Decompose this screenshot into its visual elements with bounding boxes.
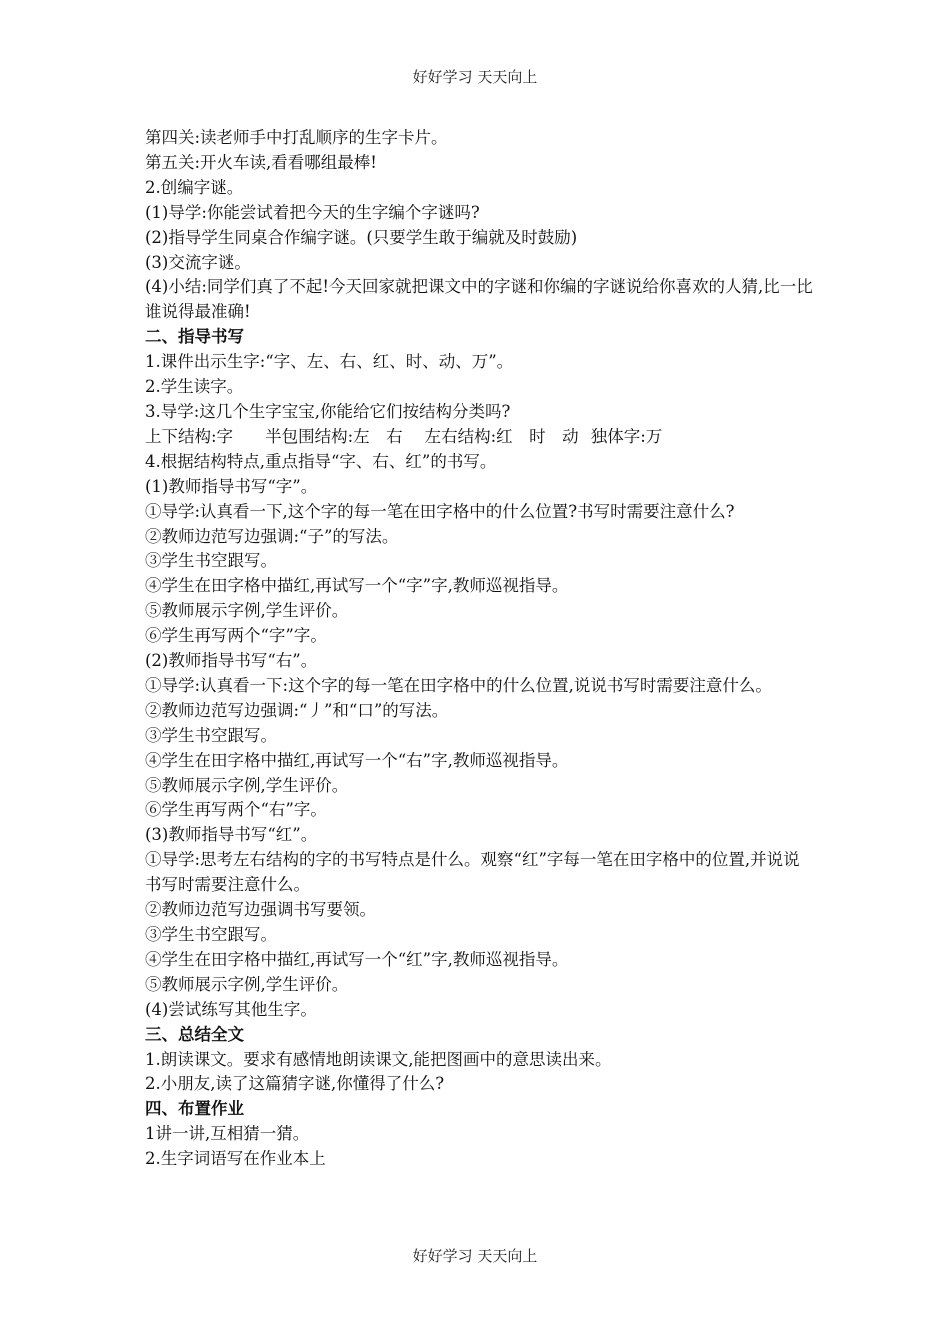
- text-line: ①导学:认真看一下:这个字的每一笔在田字格中的什么位置,说说书写时需要注意什么。: [145, 675, 772, 695]
- text-line: 2.创编字谜。: [145, 177, 244, 197]
- text-line: (3)教师指导书写“红”。: [145, 825, 318, 845]
- text-line: ⑤教师展示字例,学生评价。: [145, 775, 349, 795]
- text-line: ①导学:认真看一下,这个字的每一笔在田字格中的什么位置?书写时需要注意什么?: [145, 501, 735, 521]
- section-heading: 四、布置作业: [145, 1099, 244, 1119]
- structure-classification-line: [145, 425, 813, 450]
- text-line: 第四关:读老师手中打乱顺序的生字卡片。: [145, 128, 448, 147]
- text-line: ④学生在田字格中描红,再试写一个“字”字,教师巡视指导。: [145, 576, 569, 596]
- text-line: ③学生书空跟写。: [145, 725, 277, 745]
- structure-half-surround: 半包围结构:左 右: [265, 426, 403, 446]
- text-line: 2.生字词语写在作业本上: [145, 1149, 326, 1169]
- text-line: (2)指导学生同桌合作编字谜。(只要学生敢于编就及时鼓励): [145, 227, 578, 247]
- text-line: (1)导学:你能尝试着把今天的生字编个字谜吗?: [145, 202, 480, 222]
- text-line: 2.小朋友,读了这篇猜字谜,你懂得了什么?: [145, 1074, 445, 1094]
- text-line: 1.课件出示生字:“字、左、右、红、时、动、万”。: [145, 352, 514, 372]
- text-line: (3)交流字谜。: [145, 252, 251, 272]
- text-line: 2.学生读字。: [145, 377, 244, 397]
- text-line: ⑥学生再写两个“字”字。: [145, 626, 327, 646]
- structure-single: 独体字:万: [590, 426, 663, 446]
- text-line: 3.导学:这几个生字宝宝,你能给它们按结构分类吗?: [145, 401, 511, 421]
- text-line: 1.朗读课文。要求有感情地朗读课文,能把图画中的意思读出来。: [145, 1049, 612, 1069]
- page-header: 好好学习 天天向上: [412, 68, 538, 86]
- text-line: ④学生在田字格中描红,再试写一个“右”字,教师巡视指导。: [145, 750, 569, 770]
- text-line: ③学生书空跟写。: [145, 925, 277, 944]
- text-line: ⑤教师展示字例,学生评价。: [145, 974, 349, 994]
- structure-left-right: 左右结构:红 时 动: [424, 426, 579, 446]
- text-line: ④学生在田字格中描红,再试写一个“红”字,教师巡视指导。: [145, 949, 569, 969]
- text-line: ②教师边范写边强调:“子”的写法。: [145, 526, 399, 546]
- text-line: 4.根据结构特点,重点指导“字、右、红”的书写。: [145, 451, 497, 471]
- text-line: (2)教师指导书写“右”。: [145, 651, 318, 671]
- text-line: (4)尝试练写其他生字。: [145, 999, 317, 1019]
- text-line: (1)教师指导书写“字”。: [145, 476, 318, 496]
- text-line: ⑤教师展示字例,学生评价。: [145, 601, 349, 621]
- structure-top-bottom: 上下结构:字: [145, 426, 234, 446]
- text-line: ①导学:思考左右结构的字的书写特点是什么。观察“红”字每一笔在田字格中的位置,并说说书写时需要注意什么。: [145, 850, 800, 895]
- text-line: ⑥学生再写两个“右”字。: [145, 800, 327, 820]
- text-line: ③学生书空跟写。: [145, 551, 277, 571]
- text-line: (4)小结:同学们真了不起!今天回家就把课文中的字谜和你编的字谜说给你喜欢的人猜,比一比谁说得最准确!: [145, 277, 813, 322]
- page-footer: 好好学习 天天向上: [412, 1247, 538, 1265]
- text-line: 1讲一讲,互相猜一猜。: [145, 1124, 310, 1144]
- text-line: ②教师边范写边强调书写要领。: [145, 900, 376, 920]
- text-line: 第五关:开火车读,看看哪组最棒!: [145, 152, 377, 172]
- document-body: [145, 126, 813, 1172]
- section-heading: 二、指导书写: [145, 327, 244, 347]
- text-line: ②教师边范写边强调:“丿”和“口”的写法。: [145, 700, 449, 720]
- section-heading: 三、总结全文: [145, 1024, 244, 1044]
